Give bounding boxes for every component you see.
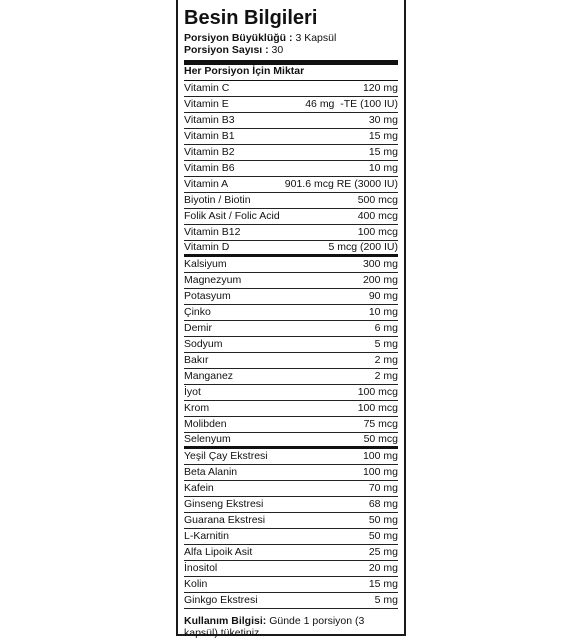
nutrient-row (184, 561, 398, 577)
nutrient-name: Vitamin B6 (184, 162, 235, 174)
nutrient-name: Magnezyum (184, 274, 242, 286)
nutrition-facts-panel (176, 0, 406, 639)
nutrient-name: Biyotin / Biotin (184, 194, 251, 206)
nutrient-amount: 500 mcg (357, 194, 398, 206)
nutrient-name: Vitamin B1 (184, 130, 235, 142)
usage-label: Kullanım Bilgisi: (184, 615, 267, 627)
nutrient-amount: 2 mg (374, 354, 398, 366)
nutrient-amount: 901.6 mcg RE (3000 IU) (284, 178, 398, 190)
panel-title: Besin Bilgileri (184, 7, 318, 29)
nutrient-name: Potasyum (184, 290, 231, 302)
nutrient-row (184, 145, 398, 161)
serving-size-value: 3 Kapsül (295, 32, 337, 44)
nutrient-amount: 10 mg (368, 162, 398, 174)
nutrient-amount: 50 mg (368, 530, 398, 542)
servings-per-container (184, 44, 398, 56)
nutrient-name: Beta Alanin (184, 466, 238, 478)
nutrient-amount: 25 mg (368, 546, 398, 558)
nutrient-amount: 5 mg (374, 338, 398, 350)
nutrient-row (184, 257, 398, 273)
nutrient-row (184, 129, 398, 145)
servings-label: Porsiyon Sayısı : (184, 44, 269, 56)
nutrient-amount: 5 mg (374, 594, 398, 606)
nutrient-amount: 46 mg -TE (100 IU) (305, 98, 398, 110)
nutrient-amount: 120 mg (362, 82, 398, 94)
nutrient-row (184, 433, 398, 449)
nutrient-name: Bakır (184, 354, 209, 366)
nutrient-name: Çinko (184, 306, 211, 318)
nutrient-name: Molibden (184, 418, 227, 430)
nutrient-amount: 68 mg (368, 498, 398, 510)
nutrient-name: Yeşil Çay Ekstresi (184, 450, 268, 462)
nutrient-row (184, 241, 398, 257)
usage-text: Günde 1 porsiyon (3 kapsül) tüketiniz. (184, 615, 365, 639)
nutrient-name: Vitamin E (184, 98, 229, 110)
serving-size-label: Porsiyon Büyüklüğü : (184, 32, 293, 44)
nutrient-amount: 6 mg (374, 322, 398, 334)
nutrient-name: Vitamin A (184, 178, 229, 190)
nutrient-row (184, 337, 398, 353)
nutrient-row (184, 593, 398, 609)
nutrient-name: Alfa Lipoik Asit (184, 546, 253, 558)
nutrient-amount: 75 mcg (363, 418, 398, 430)
nutrient-row (184, 177, 398, 193)
nutrient-amount: 200 mg (362, 274, 398, 286)
nutrient-row (184, 209, 398, 225)
nutrient-name: Ginkgo Ekstresi (184, 594, 258, 606)
nutrient-row (184, 193, 398, 209)
nutrient-row (184, 577, 398, 593)
nutrient-name: Vitamin C (184, 82, 230, 94)
nutrient-name: Folik Asit / Folic Acid (184, 210, 280, 222)
nutrient-amount: 2 mg (374, 370, 398, 382)
nutrient-name: Vitamin D (184, 241, 230, 253)
nutrient-name: Demir (184, 322, 212, 334)
nutrient-amount: 15 mg (368, 146, 398, 158)
nutrient-amount: 50 mg (368, 514, 398, 526)
nutrient-row (184, 465, 398, 481)
nutrient-row (184, 97, 398, 113)
nutrient-row (184, 305, 398, 321)
nutrient-amount: 100 mcg (357, 386, 398, 398)
nutrient-amount: 15 mg (368, 578, 398, 590)
nutrient-name: Krom (184, 402, 210, 414)
nutrient-amount: 400 mcg (357, 210, 398, 222)
nutrient-row (184, 545, 398, 561)
nutrient-amount: 70 mg (368, 482, 398, 494)
nutrient-row (184, 353, 398, 369)
nutrient-row (184, 417, 398, 433)
usage-info (184, 615, 398, 639)
nutrient-name: Ginseng Ekstresi (184, 498, 264, 510)
nutrient-row (184, 113, 398, 129)
nutrient-name: Guarana Ekstresi (184, 514, 266, 526)
nutrient-row (184, 289, 398, 305)
nutrient-amount: 90 mg (368, 290, 398, 302)
nutrient-row (184, 513, 398, 529)
nutrient-amount: 15 mg (368, 130, 398, 142)
nutrient-name: İnositol (184, 562, 218, 574)
nutrient-row (184, 401, 398, 417)
nutrient-amount: 300 mg (362, 258, 398, 270)
nutrient-amount: 100 mg (362, 466, 398, 478)
nutrient-amount: 100 mcg (357, 402, 398, 414)
nutrient-row (184, 369, 398, 385)
nutrient-row (184, 225, 398, 241)
nutrient-name: Kafein (184, 482, 214, 494)
nutrient-name: Manganez (184, 370, 234, 382)
nutrient-amount: 100 mcg (357, 226, 398, 238)
nutrient-row (184, 385, 398, 401)
nutrient-row (184, 497, 398, 513)
nutrient-amount: 30 mg (368, 114, 398, 126)
serving-size (184, 32, 398, 44)
nutrient-row (184, 321, 398, 337)
nutrient-amount: 100 mg (362, 450, 398, 462)
servings-value: 30 (271, 44, 284, 56)
nutrient-amount: 5 mcg (200 IU) (328, 241, 398, 253)
nutrient-name: Sodyum (184, 338, 223, 350)
nutrient-name: Kalsiyum (184, 258, 227, 270)
nutrient-name: İyot (184, 386, 201, 398)
nutrient-row (184, 273, 398, 289)
nutrient-row (184, 81, 398, 97)
nutrient-amount: 50 mcg (363, 433, 398, 445)
nutrient-name: Kolin (184, 578, 208, 590)
nutrient-amount: 20 mg (368, 562, 398, 574)
nutrient-name: Vitamin B12 (184, 226, 241, 238)
nutrient-row (184, 481, 398, 497)
nutrient-list (184, 81, 398, 609)
nutrient-name: Vitamin B2 (184, 146, 235, 158)
nutrient-row (184, 449, 398, 465)
section-header: Her Porsiyon İçin Miktar (184, 60, 398, 81)
nutrient-name: Selenyum (184, 433, 231, 445)
nutrient-amount: 10 mg (368, 306, 398, 318)
nutrient-name: Vitamin B3 (184, 114, 235, 126)
nutrient-row (184, 529, 398, 545)
nutrient-row (184, 161, 398, 177)
nutrient-name: L-Karnitin (184, 530, 229, 542)
